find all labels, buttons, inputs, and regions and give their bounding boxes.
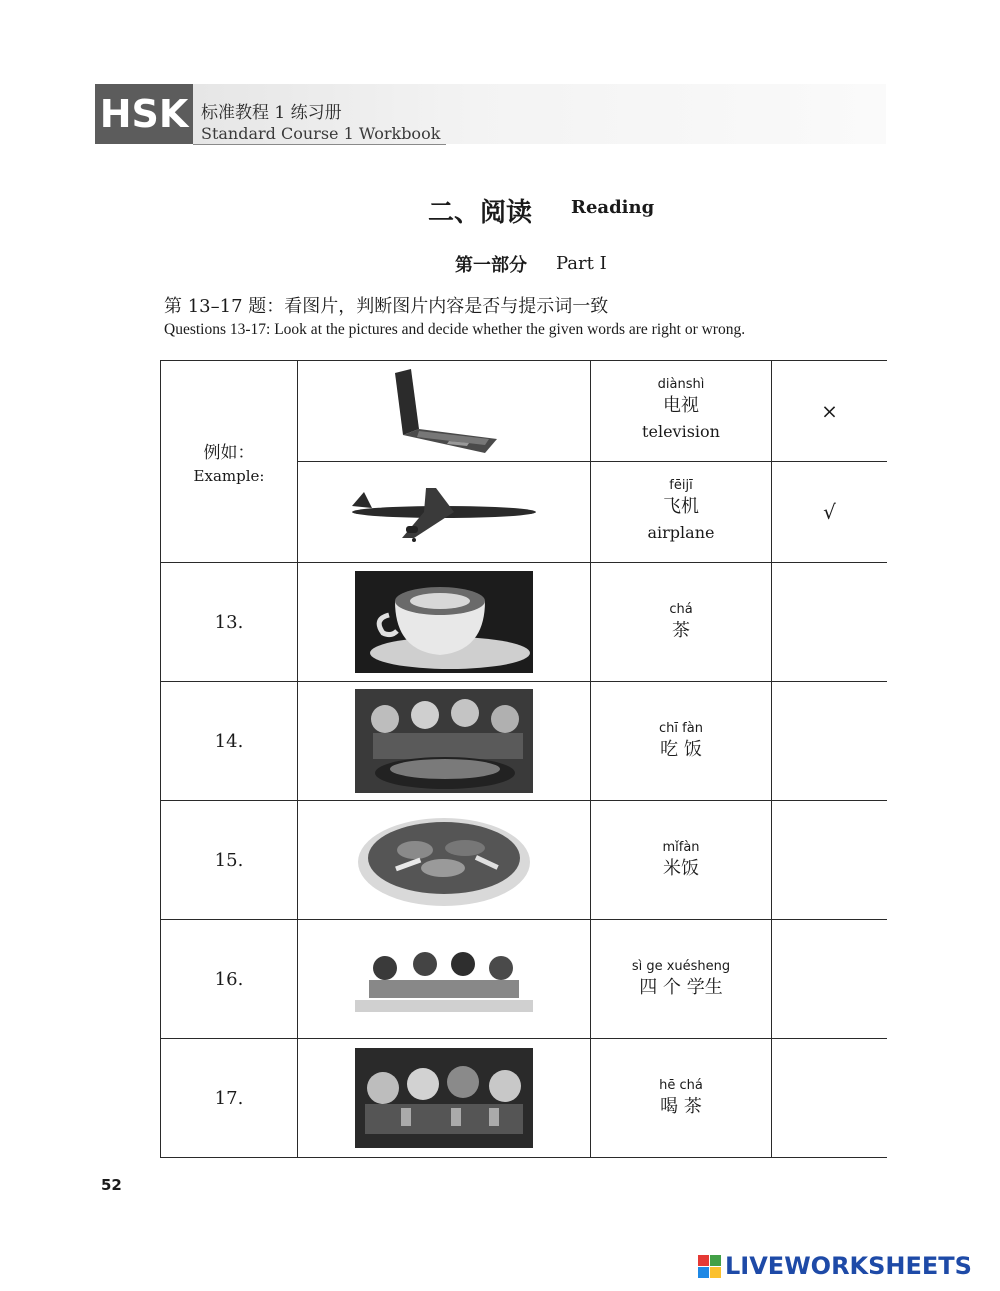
hsk-logo: HSK [95, 84, 193, 144]
image-cell [298, 1039, 591, 1158]
book-title-cn: 标准教程 1 练习册 [201, 103, 342, 123]
example-label-en: Example: [193, 466, 265, 485]
example-label-cell [161, 361, 298, 563]
pinyin: diànshì [657, 377, 705, 392]
question-number: 16. [161, 920, 298, 1039]
wrong-mark: × [821, 399, 838, 423]
liveworksheets-logo-icon [698, 1255, 721, 1278]
word-cell [591, 801, 772, 920]
answer-cell[interactable] [772, 682, 888, 801]
pinyin: chá [669, 602, 693, 617]
page-number: 52 [101, 1176, 122, 1194]
word-cell [591, 563, 772, 682]
liveworksheets-brand [698, 1252, 972, 1280]
pinyin: fēijī [669, 478, 693, 493]
pinyin: sì ge xuésheng [631, 959, 731, 974]
section-title-cn: 二、阅读 [428, 198, 533, 228]
image-cell [298, 361, 591, 462]
book-title-en: Standard Course 1 Workbook [201, 124, 441, 143]
image-cell [298, 920, 591, 1039]
question-number: 13. [161, 563, 298, 682]
pinyin: mǐfàn [662, 840, 700, 855]
coffee-cup-photo [355, 571, 533, 673]
friends-drinking-photo [355, 1048, 533, 1148]
section-title-en: Reading [571, 197, 655, 218]
answer-cell[interactable] [772, 1039, 888, 1158]
hanzi: 喝 茶 [660, 1096, 702, 1117]
image-cell [298, 563, 591, 682]
hanzi: 茶 [672, 620, 690, 641]
question-table [160, 360, 887, 1158]
answer-cell[interactable] [772, 801, 888, 920]
image-cell [298, 462, 591, 563]
answer-cell[interactable] [772, 361, 888, 462]
part-title-en: Part Ⅰ [556, 253, 607, 274]
table-row [161, 682, 888, 801]
answer-cell[interactable] [772, 462, 888, 563]
airplane-icon [344, 482, 544, 542]
question-number: 14. [161, 682, 298, 801]
word-cell [591, 1039, 772, 1158]
example-label-cn: 例如： [203, 442, 255, 463]
image-cell [298, 801, 591, 920]
question-number: 15. [161, 801, 298, 920]
word-cell [591, 682, 772, 801]
table-row [161, 1039, 888, 1158]
hanzi: 吃 饭 [660, 739, 702, 760]
gloss: airplane [647, 523, 715, 542]
hanzi: 飞机 [663, 496, 699, 517]
pinyin: chī fàn [659, 721, 703, 736]
word-cell [591, 361, 772, 462]
gloss: television [642, 422, 720, 441]
table-row [161, 801, 888, 920]
question-number: 17. [161, 1039, 298, 1158]
table-row [161, 563, 888, 682]
hanzi: 电视 [663, 395, 699, 416]
brand-text: LIVEWORKSHEETS [725, 1252, 972, 1280]
image-cell [298, 682, 591, 801]
salad-dish-photo [355, 810, 533, 910]
hanzi: 米饭 [663, 858, 699, 879]
laptop-icon [389, 367, 499, 455]
word-cell [591, 920, 772, 1039]
instructions-cn: 第 13–17 题：看图片，判断图片内容是否与提示词一致 [164, 296, 609, 317]
instructions-en: Questions 13-17: Look at the pictures and decide whether the given words are right or wrong. [164, 321, 746, 338]
pinyin: hē chá [659, 1078, 703, 1093]
right-mark: √ [823, 500, 836, 524]
table-row [161, 920, 888, 1039]
answer-cell[interactable] [772, 563, 888, 682]
header-rule [193, 144, 446, 145]
people-eating-photo [355, 689, 533, 793]
answer-cell[interactable] [772, 920, 888, 1039]
students-photo [355, 938, 533, 1020]
word-cell [591, 462, 772, 563]
table-row [161, 361, 888, 462]
hanzi: 四 个 学生 [639, 977, 723, 998]
part-title-cn: 第一部分 [455, 255, 527, 276]
